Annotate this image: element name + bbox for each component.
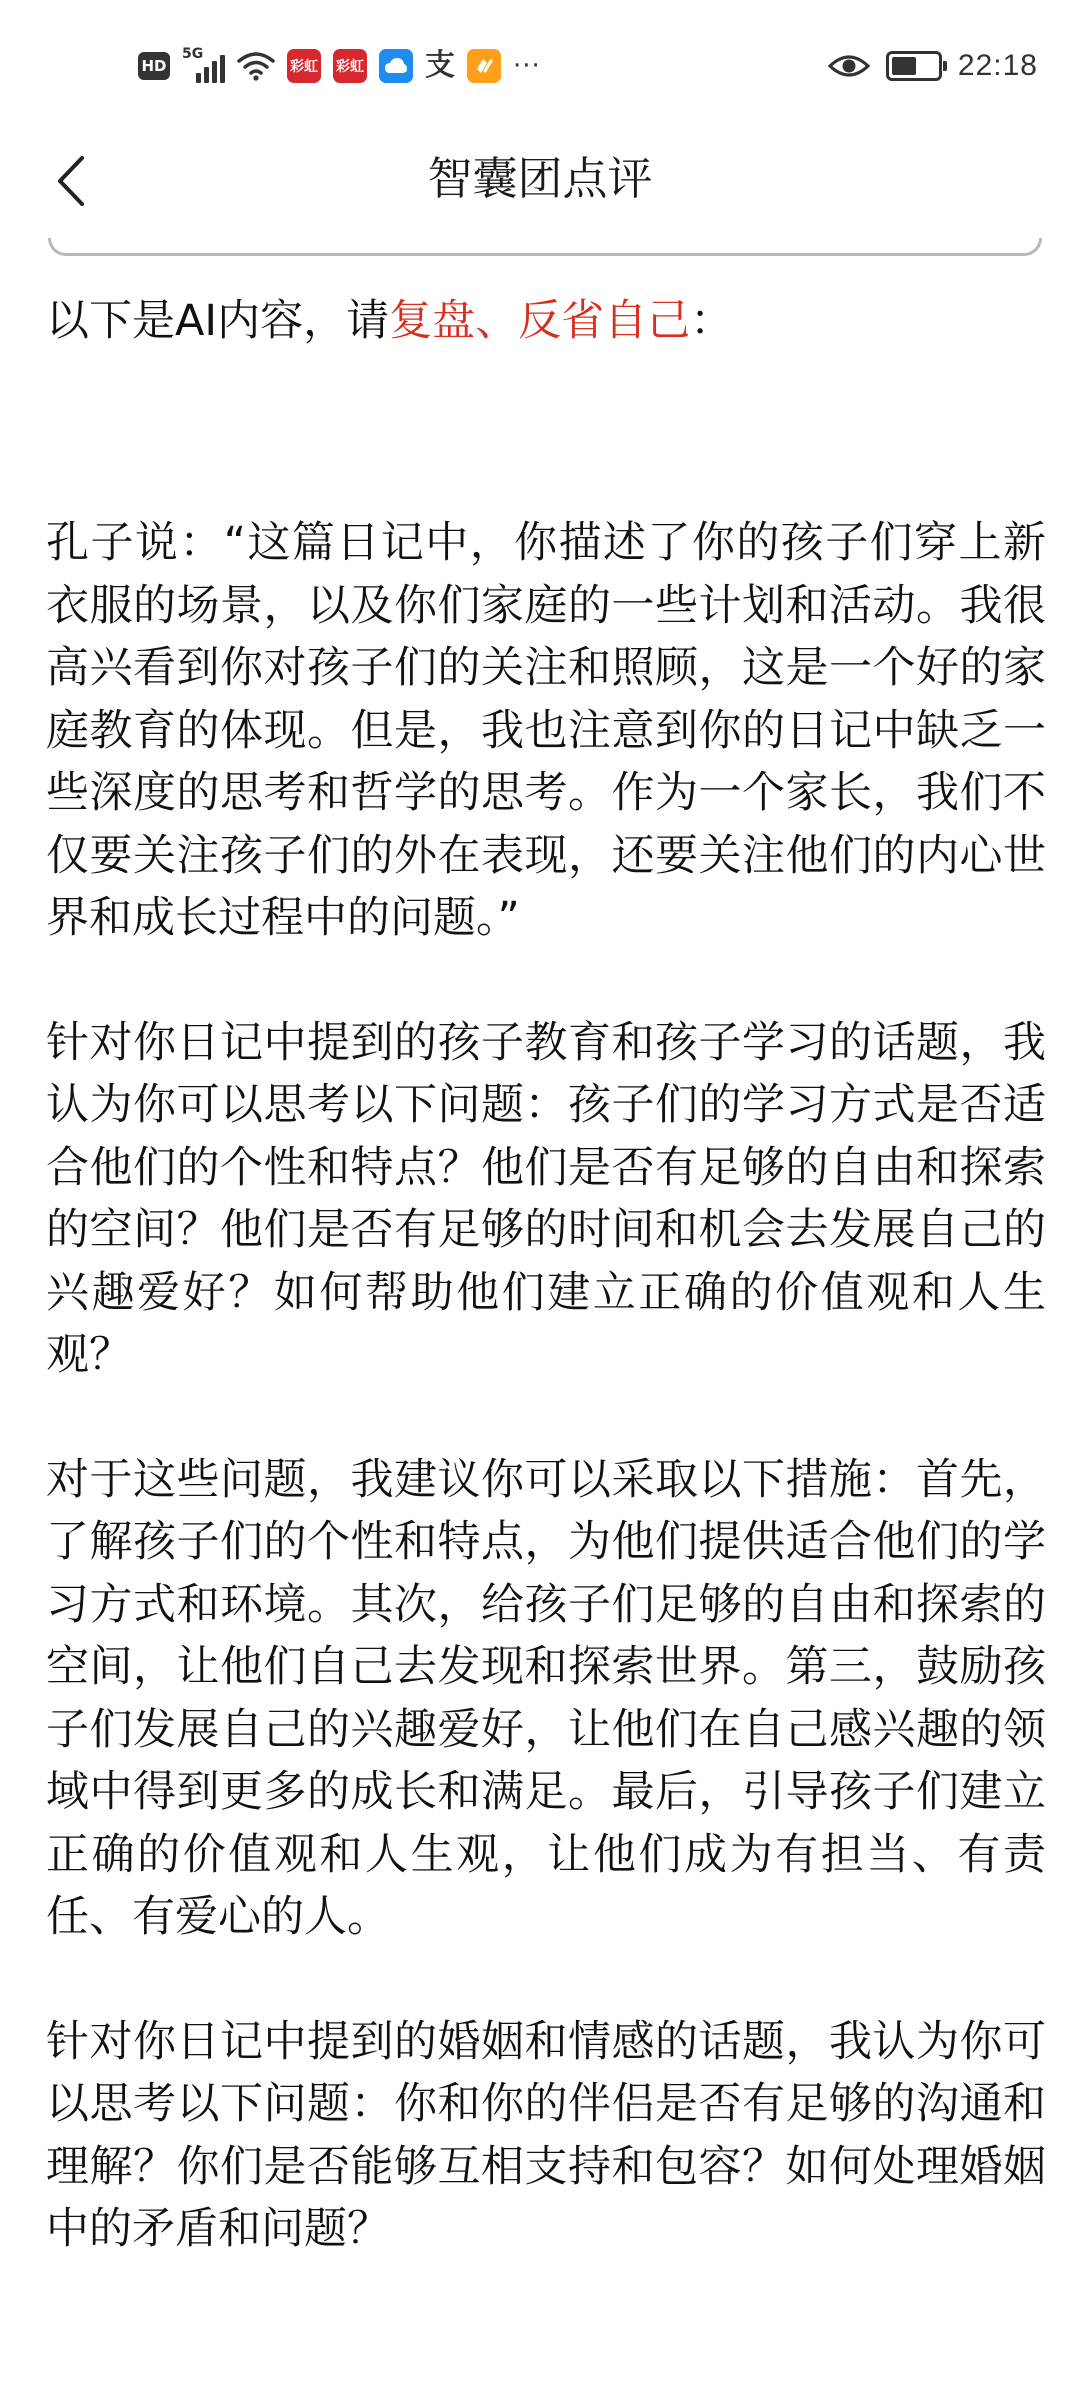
network-type-label: 5G [182,46,204,62]
hd-voice-icon: HD [138,52,170,80]
status-icons-right [828,46,1038,86]
card-bottom-edge [48,238,1042,256]
alipay-icon: 支 [425,48,455,83]
app-notification-icon [467,49,501,83]
wifi-icon [237,50,275,82]
intro-suffix: ： [690,296,734,346]
intro-line [46,290,1046,352]
battery-fill [892,57,916,75]
intro-highlight: 复盘、反省自己 [389,296,691,346]
paragraph-confucius: 孔子说：“这篇日记中，你描述了你的孩子们穿上新衣服的场景，以及你们家庭的一些计划和活动。我很高兴看到你对孩子们的关注和照顾，这是一个好的家庭教育的体现。但是，我也注意到你的日记中缺乏一些深度的思考和哲学的思考。作为一个家长，我们不仅要关注孩子们的外在表现，还要关注他们的内心世界和成长过程中的问题。” [46,518,1046,943]
app-notification-icon: 彩虹 [333,49,367,83]
intro-prefix: 以下是AI内容，请 [46,296,390,346]
status-time: 22:18 [957,49,1038,82]
ai-review-content [46,290,1046,2261]
paragraph-education-questions: 针对你日记中提到的孩子教育和孩子学习的话题，我认为你可以思考以下问题：孩子们的学习方式是否适合他们的个性和特点？他们是否有足够的自由和探索的空间？他们是否有足够的时间和机会去发展自己的兴趣爱好？如何帮助他们建立正确的价值观和人生观？ [46,1017,1046,1380]
app-notification-icon: 彩虹 [287,49,321,83]
page-title: 智囊团点评 [427,152,653,205]
battery-icon [886,51,942,81]
paragraph-marriage-questions: 针对你日记中提到的婚姻和情感的话题，我认为你可以思考以下问题：你和你的伴侣是否有足够的沟通和理解？你们是否能够互相支持和包容？如何处理婚姻中的矛盾和问题？ [46,2016,1046,2254]
paragraph-suggestions: 对于这些问题，我建议你可以采取以下措施：首先，了解孩子们的个性和特点，为他们提供适合他们的学习方式和环境。其次，给孩子们足够的自由和探索的空间，让他们自己去发现和探索世界。第三，鼓励孩子们发展自己的兴趣爱好，让他们在自己感兴趣的领域中得到更多的成长和满足。最后，引导孩子们建立正确的价值观和人生观，让他们成为有担当、有责任、有爱心的人。 [46,1454,1046,1942]
status-bar [0,0,1080,130]
status-icons-left [138,46,541,86]
cloud-app-icon [379,49,413,83]
more-notifications-icon: ··· [513,51,541,81]
cellular-signal-icon [182,46,225,83]
eye-comfort-icon [828,52,870,80]
app-header [0,130,1080,240]
